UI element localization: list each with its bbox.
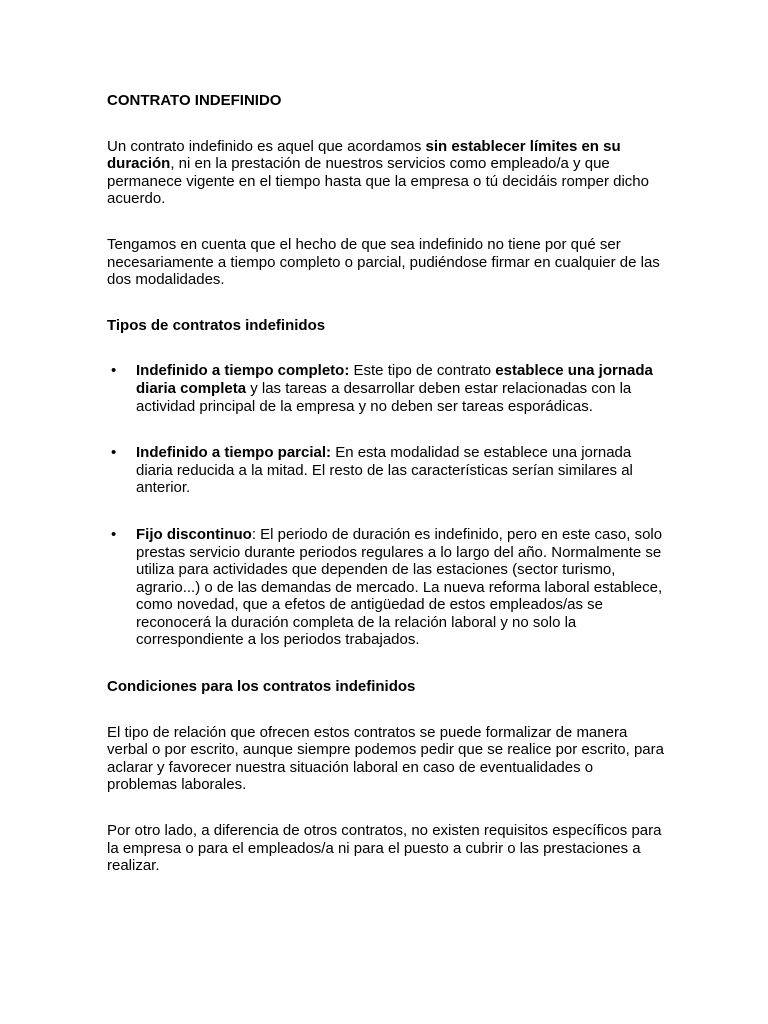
intro-text-2: , ni en la prestación de nuestros servicios como empleado/a y que permanece vigente en el tiempo hasta que la empresa o tú decidáis romper dicho acuerdo. <box>107 155 649 208</box>
section-heading-conditions: Condiciones para los contratos indefinidos <box>107 678 416 696</box>
item-term: Indefinido a tiempo parcial: <box>136 444 332 462</box>
bullet-icon: • <box>111 525 117 543</box>
item-text: y las tareas a desarrollar deben estar relacionadas con la actividad principal de la empresa y no deben ser tareas esporádicas. <box>136 379 632 415</box>
list-item-full-time <box>107 362 667 415</box>
document-body <box>107 92 667 903</box>
item-text: En esta modalidad se establece una jornada diaria reducida a la mitad. El resto de las características serían similares al anterior. <box>136 444 633 497</box>
paragraph-modalities: Tengamos en cuenta que el hecho de que sea indefinido no tiene por qué ser necesariamente a tiempo completo o parcial, pudiéndose firmar en cualquier de las dos modalidades. <box>107 235 660 289</box>
section-heading-types: Tipos de contratos indefinidos <box>107 316 326 334</box>
bullet-icon: • <box>111 444 117 462</box>
list-item-part-time <box>107 444 667 497</box>
item-text: : El periodo de duración es indefinido, pero en este caso, solo prestas servicio durante periodos regulares a lo largo del año. Normalmente se utiliza para actividades que dependen de las estaciones (sector turismo, agrario...) o de las demandas de mercado. La nueva reforma laboral establece, como novedad, que a efetos de antigüedad de estos empleados/as se reconocerá la duración completa de la relación laboral y no solo la correspondiente a los periodos trabajados. <box>136 525 663 649</box>
item-bold-text: establece una jornada diaria completa <box>136 362 653 397</box>
intro-bold-text: sin establecer límites en su duración <box>107 137 621 173</box>
item-term: Fijo discontinuo <box>136 525 252 543</box>
paragraph-requirements: Por otro lado, a diferencia de otros contratos, no existen requisitos específicos para la empresa o para el empleados/a ni para el puesto a cubrir o las prestaciones a realizar. <box>107 822 662 875</box>
item-term: Indefinido a tiempo completo: <box>136 362 350 380</box>
intro-paragraph <box>107 138 667 208</box>
item-text: Este tipo de contrato <box>349 362 496 380</box>
document-title: CONTRATO INDEFINIDO <box>107 92 282 109</box>
contract-types-list <box>107 362 667 649</box>
bullet-icon: • <box>111 362 117 380</box>
intro-text-1: Un contrato indefinido es aquel que acordamos <box>107 137 426 155</box>
paragraph-formalization: El tipo de relación que ofrecen estos contratos se puede formalizar de manera verbal o por escrito, aunque siempre podemos pedir que se realice por escrito, para aclarar y favorecer nuestra situación laboral en caso de eventualidades o problemas laborales. <box>107 723 664 794</box>
list-item-fijo-discontinuo <box>107 526 667 649</box>
